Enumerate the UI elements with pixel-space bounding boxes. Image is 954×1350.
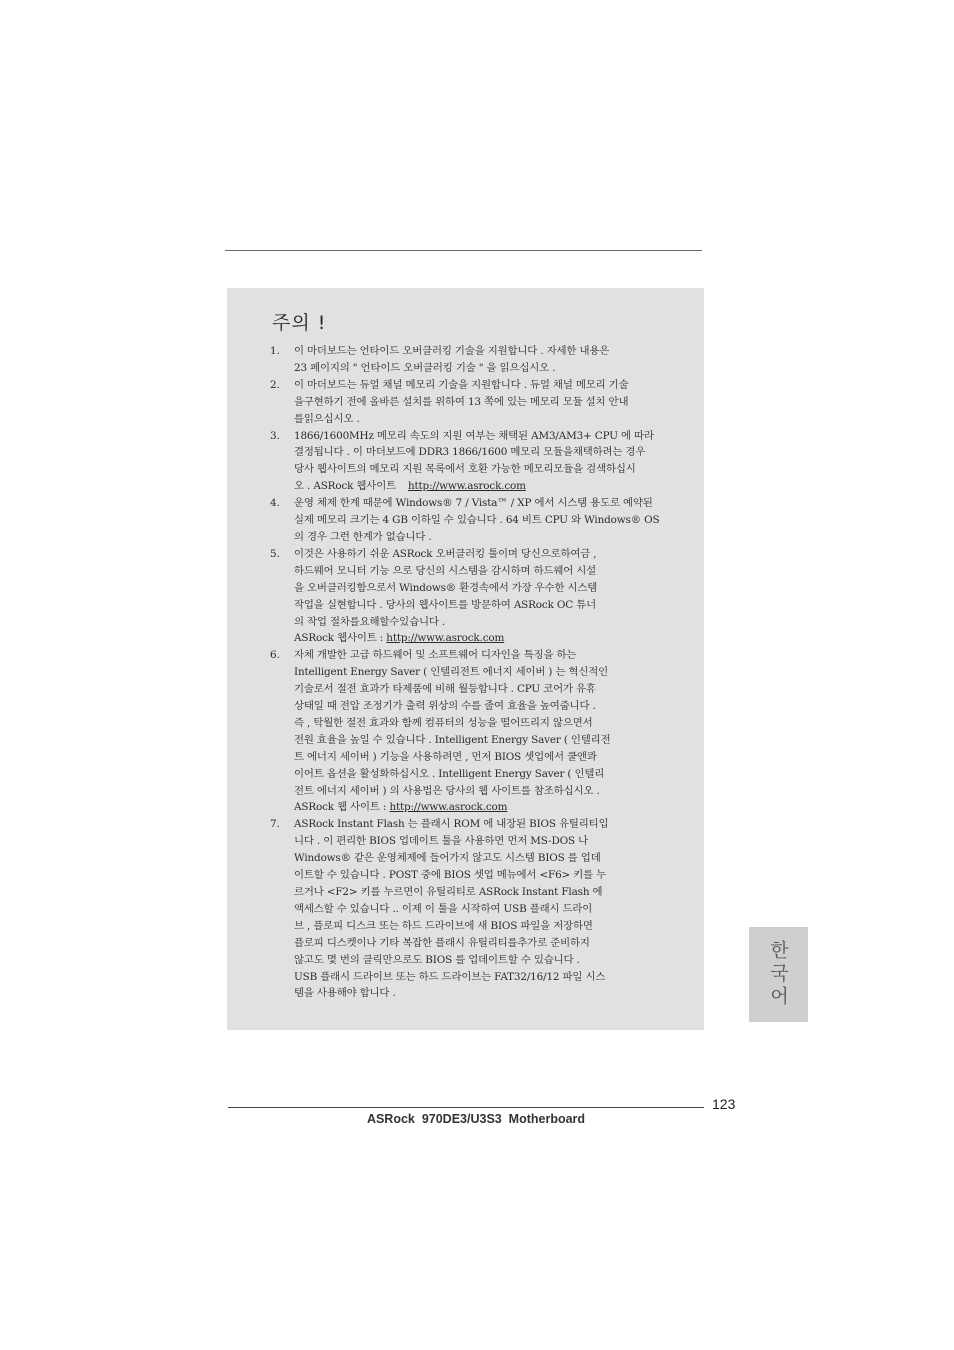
language-tab-label: 한국어 bbox=[767, 940, 789, 1009]
notice-item bbox=[272, 428, 682, 496]
notice-item-line: 니다 . 이 편리한 BIOS 업데이트 툴을 사용하면 먼저 MS-DOS 나 bbox=[294, 835, 589, 848]
language-tab bbox=[749, 927, 808, 1022]
notice-item-number: 6. bbox=[270, 649, 280, 662]
notice-item bbox=[272, 546, 682, 647]
notice-item-link-line bbox=[294, 630, 682, 647]
notice-item-line: Intelligent Energy Saver ( 인텔리전트 에너지 세이버 ) 는 혁신적인 bbox=[294, 666, 609, 679]
footer-model-name: ASRock 970DE3/U3S3 Motherboard bbox=[366, 1112, 586, 1126]
notice-item-line: 를읽으십시오 . bbox=[294, 412, 360, 425]
notice-item-line: 액세스할 수 있습니다 .. 이제 이 툴을 시작하여 USB 플래시 드라이 bbox=[294, 902, 593, 915]
notice-item-line: 브 , 플로피 디스크 또는 하드 드라이브에 새 BIOS 파일을 저장하면 bbox=[294, 919, 593, 932]
notice-item bbox=[272, 816, 682, 1002]
notice-list bbox=[272, 343, 682, 1002]
notice-item-line: 전트 에너지 세이버 ) 의 사용법은 당사의 웹 사이트를 참조하십시오 . bbox=[294, 784, 600, 797]
notice-item-line: 실제 메모리 크기는 4 GB 이하일 수 있습니다 . 64 비트 CPU 와 Windows® OS bbox=[294, 514, 660, 527]
notice-item-line: 전원 효율을 높일 수 있습니다 . Intelligent Energy Saver ( 인텔리전 bbox=[294, 733, 611, 746]
notice-item-line: 플로피 디스켓이나 기타 복잡한 플래시 유틸리티를추가로 준비하지 bbox=[294, 936, 590, 949]
notice-item-line: 의 작업 절차를요해할수있습니다 . bbox=[294, 615, 446, 628]
notice-item-line: 하드웨어 모니터 기능 으로 당신의 시스템을 감시하며 하드웨어 시설 bbox=[294, 564, 597, 577]
notice-item-line: 23 페이지의 " 언타이드 오버클러킹 기술 " 을 읽으십시오 . bbox=[294, 361, 556, 374]
notice-item-line: 이어트 옵션을 활성화하십시오 . Intelligent Energy Saver ( 인텔리 bbox=[294, 767, 605, 780]
notice-item bbox=[272, 647, 682, 816]
notice-item-line: 의 경우 그런 한계가 없습니다 . bbox=[294, 530, 432, 543]
notice-item-line: 이것은 사용하기 쉬운 ASRock 오버클러킹 툴이며 당신으로하여금 , bbox=[294, 547, 597, 560]
notice-title: 주의 ! bbox=[272, 312, 327, 334]
notice-item-line: 템을 사용해야 합니다 . bbox=[294, 987, 396, 1000]
notice-item-line: 르거나 <F2> 키를 누르면이 유틸리티로 ASRock Instant Flash 에 bbox=[294, 886, 603, 898]
link-prefix: ASRock 웹사이트 : bbox=[294, 632, 387, 645]
notice-item bbox=[272, 343, 682, 377]
notice-item-line: ASRock Instant Flash 는 플래시 ROM 에 내장된 BIOS 유틸리티입 bbox=[294, 818, 609, 831]
footer-divider bbox=[228, 1107, 704, 1108]
notice-item-line: 작업을 실현합니다 . 당사의 웹사이트를 방문하여 ASRock OC 튜너 bbox=[294, 598, 596, 611]
asrock-website-link[interactable]: http://www.asrock.com bbox=[386, 632, 505, 645]
notice-item-line: 기술로서 절전 효과가 타제품에 비해 월등합니다 . CPU 코어가 유휴 bbox=[294, 683, 596, 696]
notice-item-line: 당사 웹사이트의 메모리 지원 목록에서 호환 가능한 메모리모듈을 검색하십시 bbox=[294, 463, 636, 476]
notice-item-line: 운영 체제 한계 때문에 Windows® 7 / Vista™ / XP 에서 시스템 용도로 예약된 bbox=[294, 497, 653, 510]
notice-item-line: 상태일 때 전압 조정기가 출력 위상의 수를 줄여 효율을 높여줍니다 . bbox=[294, 700, 596, 713]
page-number: 123 bbox=[712, 1096, 736, 1112]
notice-item-text: 오 . ASRock 웹사이트 bbox=[294, 480, 396, 493]
notice-item-number: 3. bbox=[270, 429, 280, 442]
notice-item-number: 2. bbox=[270, 378, 280, 391]
notice-box bbox=[227, 288, 704, 1030]
notice-item-link-line bbox=[294, 799, 682, 816]
notice-item-line: 1866/1600MHz 메모리 속도의 지원 여부는 채택된 AM3/AM3+ CPU 에 따라 bbox=[294, 429, 654, 442]
notice-item-line: 이 마더보드는 언타이드 오버클러킹 기술을 지원합니다 . 자세한 내용은 bbox=[294, 345, 610, 357]
notice-item-line: 이트할 수 있습니다 . POST 중에 BIOS 셋업 메뉴에서 <F6> 키를 누 bbox=[294, 869, 607, 882]
notice-item-line: Windows® 같은 운영체제에 들어가지 않고도 시스템 BIOS 를 업데 bbox=[294, 852, 601, 865]
notice-item-number: 5. bbox=[270, 547, 280, 560]
notice-item-line: 즉 , 탁월한 절전 효과와 함께 컴퓨터의 성능을 떨어뜨리지 않으면서 bbox=[294, 716, 593, 729]
notice-item bbox=[272, 495, 682, 546]
notice-item-number: 7. bbox=[270, 818, 280, 831]
link-prefix: ASRock 웹 사이트 : bbox=[294, 801, 390, 814]
notice-item-line: 트 에너지 세이버 ) 기능을 사용하려면 , 먼저 BIOS 셋업에서 쿨앤콰 bbox=[294, 750, 597, 763]
notice-item-line: 자체 개발한 고급 하드웨어 및 소프트웨어 디자인을 특징을 하는 bbox=[294, 649, 577, 662]
notice-item-line: USB 플래시 드라이브 또는 하드 드라이브는 FAT32/16/12 파일 시스 bbox=[294, 970, 606, 983]
notice-item-number: 1. bbox=[270, 345, 280, 357]
notice-item-line: 이 마더보드는 듀얼 채널 메모리 기술을 지원합니다 . 듀얼 채널 메모리 기술 bbox=[294, 378, 629, 391]
notice-item-number: 4. bbox=[270, 497, 280, 510]
notice-item bbox=[272, 377, 682, 428]
notice-item-line: 않고도 몇 번의 클릭만으로도 BIOS 를 업데이트할 수 있습니다 . bbox=[294, 953, 580, 966]
top-divider bbox=[225, 250, 702, 251]
asrock-website-link[interactable]: http://www.asrock.com bbox=[407, 480, 526, 493]
asrock-website-link[interactable]: http://www.asrock.com bbox=[389, 801, 508, 814]
notice-item-line: 을 오버클러킹함으로서 Windows® 환경속에서 가장 우수한 시스템 bbox=[294, 581, 598, 594]
notice-item-line bbox=[294, 478, 682, 495]
notice-item-line: 결정됩니다 . 이 마더보드에 DDR3 1866/1600 메모리 모듈을채택하려는 경우 bbox=[294, 446, 646, 459]
notice-item-line: 을구현하기 전에 올바른 설치를 위하여 13 쪽에 있는 메모리 모듈 설치 안내 bbox=[294, 395, 629, 408]
